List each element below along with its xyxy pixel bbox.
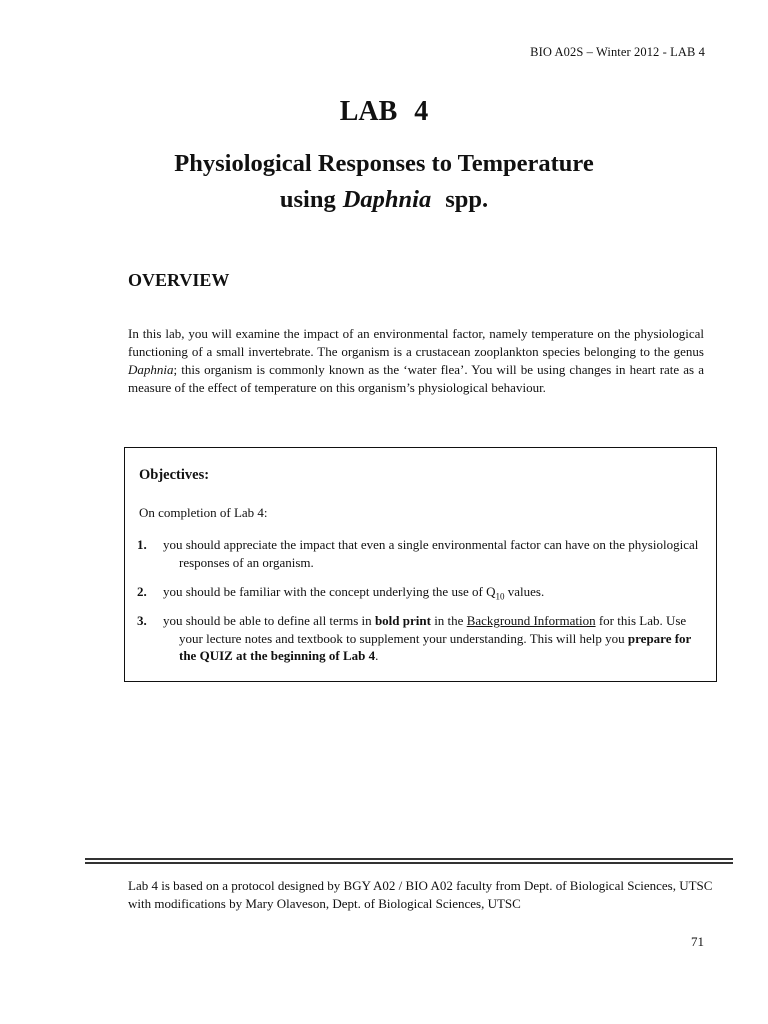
objective-item-1 — [137, 536, 707, 571]
objective-number-2: 2. — [137, 584, 147, 599]
objective-text-2 — [163, 583, 707, 606]
objective-text-3-d: . — [375, 648, 379, 663]
lab-title: LAB 4 — [339, 96, 429, 127]
title-suffix: spp. — [445, 186, 489, 213]
objective-number-3: 3. — [137, 613, 147, 628]
objective-item-2 — [137, 583, 707, 606]
objective-item-3 — [137, 612, 707, 665]
objective-number-1: 1. — [137, 537, 147, 552]
objective-text-2-post: values. — [504, 584, 545, 599]
bold-print-term: bold print — [374, 613, 431, 628]
objective-text-3-c: for this Lab. Use your lecture notes and textbook to supplement your understanding. This will help you — [179, 613, 687, 646]
page-number: 71 — [691, 934, 704, 949]
objective-text-3-a: you should be able to define all terms in — [163, 613, 375, 628]
objectives-box — [124, 447, 717, 682]
footer-divider-bottom — [85, 862, 733, 864]
title-line-2 — [0, 182, 768, 218]
footer-divider-top — [85, 858, 733, 860]
objective-text-3-b: in the — [430, 613, 467, 628]
objective-text-2-pre: you should be familiar with the concept underlying the use of Q — [163, 584, 496, 599]
title-genus: Daphnia — [342, 186, 432, 213]
overview-paragraph — [128, 325, 704, 397]
objective-text-1: you should appreciate the impact that even a single environmental factor can have on the physiological responses of an organism. — [163, 537, 699, 570]
objective-text-3 — [163, 612, 707, 665]
footnote: Lab 4 is based on a protocol designed by BGY A02 / BIO A02 faculty from Dept. of Biological Sciences, UTSC with modifications by Mary Olaveson, Dept. of Biological Sciences, UTSC — [128, 878, 713, 911]
page-title — [0, 146, 768, 218]
objectives-heading: Objectives: — [139, 467, 210, 483]
overview-genus: Daphnia — [128, 362, 174, 377]
title-prefix: using — [279, 186, 336, 213]
running-header: BIO A02S – Winter 2012 - LAB 4 — [530, 45, 705, 59]
background-information-reference: Background Information — [466, 613, 596, 628]
overview-text-1: In this lab, you will examine the impact of an environmental factor, namely temperature on the physiological functioning of a small invertebrate. The organism is a crustacean zooplankton species belonging to the genus — [128, 326, 704, 359]
overview-text-2: ; this organism is commonly known as the ‘water flea’. You will be using changes in heart rate as a measure of the effect of temperature on this organism’s physiological behaviour. — [128, 362, 704, 395]
q10-subscript: 10 — [495, 591, 505, 602]
title-line-1: Physiological Responses to Temperature — [174, 150, 594, 177]
overview-heading: OVERVIEW — [128, 270, 230, 290]
quiz-reminder: prepare for the QUIZ at the beginning of Lab 4 — [179, 630, 692, 663]
objectives-intro: On completion of Lab 4: — [139, 505, 268, 520]
